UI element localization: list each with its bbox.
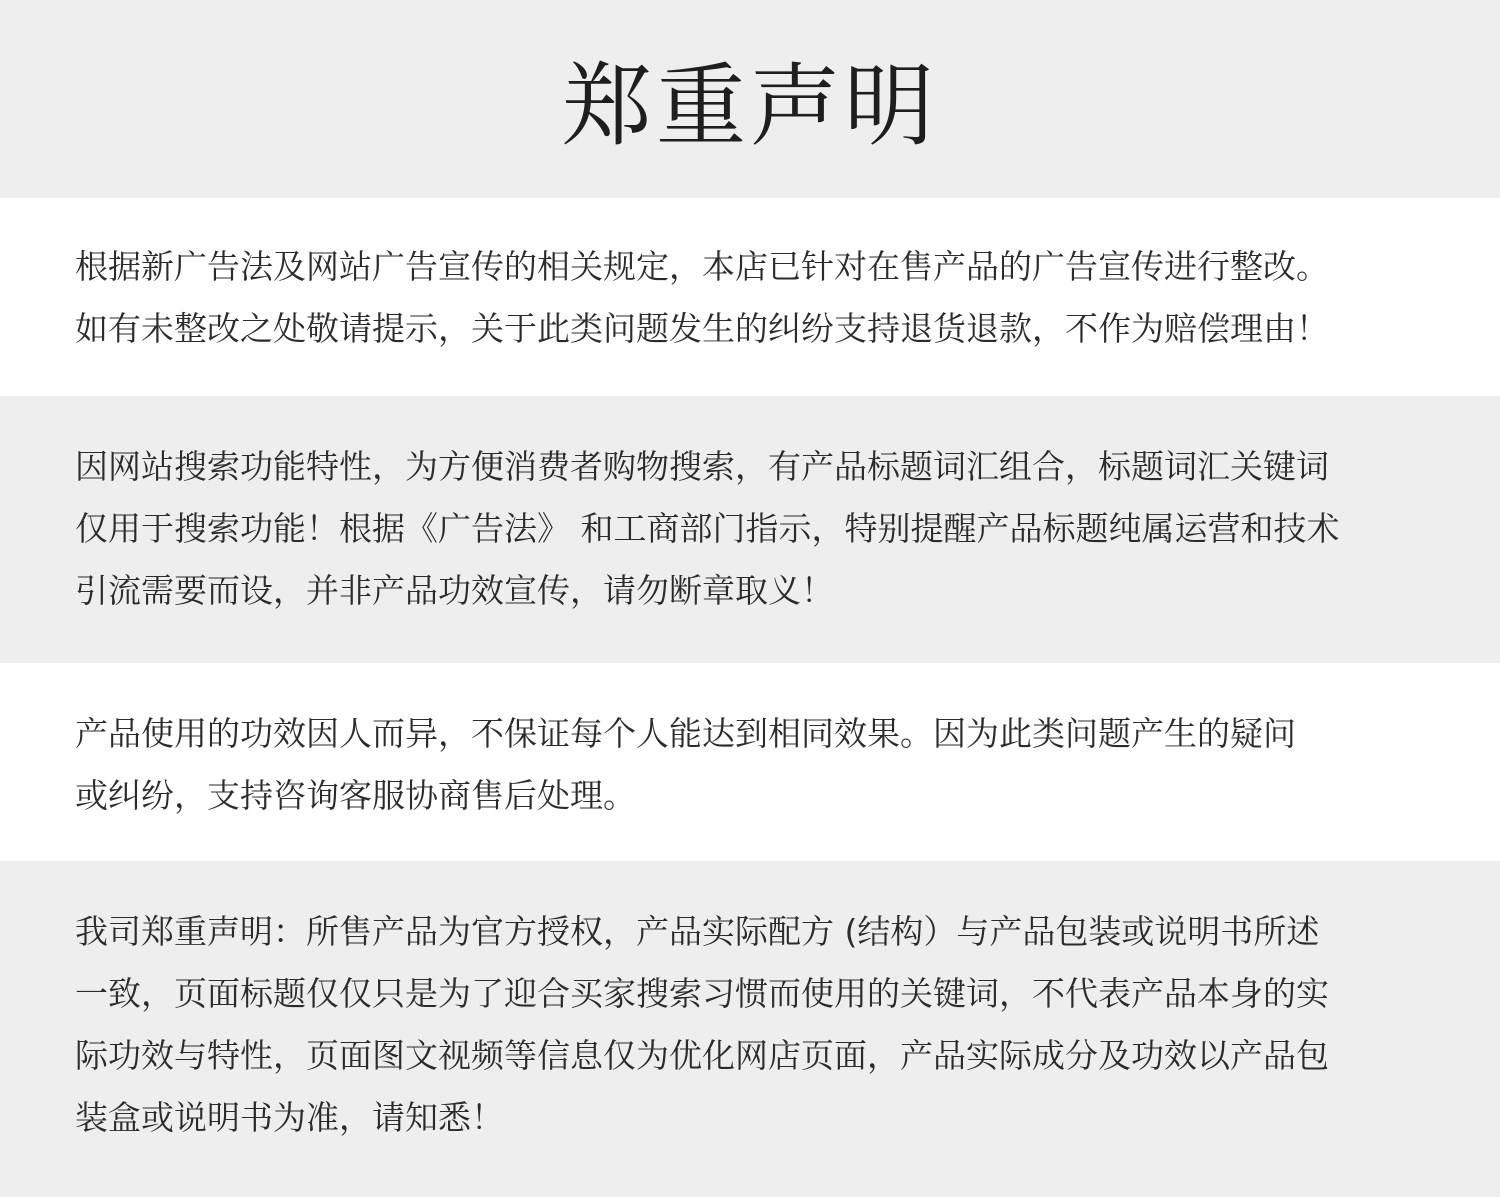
- notice-line: 因网站搜索功能特性，为方便消费者购物搜索，有产品标题词汇组合，标题词汇关键词: [75, 447, 1329, 486]
- notice-section-effect-varies: [0, 663, 1500, 861]
- header-banner: [0, 0, 1500, 198]
- notice-line: 如有未整改之处敬请提示，关于此类问题发生的纠纷支持退货退款，不作为赔偿理由！: [75, 309, 1329, 348]
- notice-section-search-keywords: [0, 396, 1500, 663]
- notice-line: 装盒或说明书为准，请知悉！: [75, 1098, 504, 1137]
- notice-line: 或纠纷，支持咨询客服协商售后处理。: [75, 776, 636, 815]
- notice-line: 仅用于搜索功能！根据《广告法》 和工商部门指示，特别提醒产品标题纯属运营和技术: [75, 509, 1340, 548]
- notice-line: 我司郑重声明：所售产品为官方授权，产品实际配方 (结构）与产品包装或说明书所述: [75, 912, 1320, 951]
- notice-section-official-statement: [0, 861, 1500, 1197]
- notice-line: 一致，页面标题仅仅只是为了迎合买家搜索习惯而使用的关键词，不代表产品本身的实: [75, 974, 1329, 1013]
- notice-line: 根据新广告法及网站广告宣传的相关规定，本店已针对在售产品的广告宣传进行整改。: [75, 247, 1329, 286]
- notice-section-ad-law: [0, 198, 1500, 396]
- notice-line: 引流需要而设，并非产品功效宣传，请勿断章取义！: [75, 571, 834, 610]
- page-title: 郑重声明: [562, 54, 938, 159]
- notice-line: 际功效与特性，页面图文视频等信息仅为优化网店页面，产品实际成分及功效以产品包: [75, 1036, 1329, 1075]
- notice-line: 产品使用的功效因人而异，不保证每个人能达到相同效果。因为此类问题产生的疑问: [75, 714, 1296, 753]
